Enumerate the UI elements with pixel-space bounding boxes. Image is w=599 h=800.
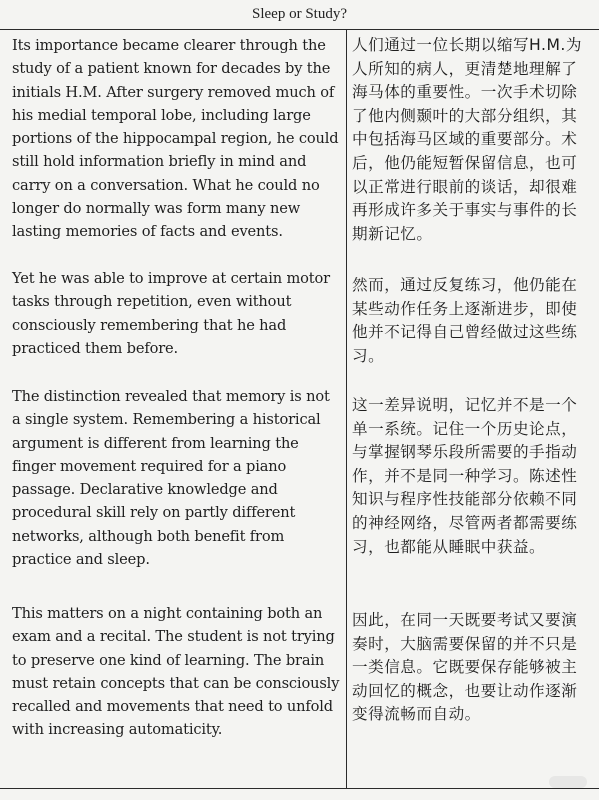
chinese-paragraph-1: 人们通过一位长期以缩写H.M.为人所知的病人，更清楚地理解了海马体的重要性。一次手术切除了他内侧颞叶的大部分组织，其中包括海马区域的重要部分。术后，他仍能短暂保留信息，也可以正常进行眼前的谈话，却很难再形成许多关于事实与事件的长期新记忆。: [352, 36, 582, 243]
page-title: Sleep or Study?: [252, 6, 347, 22]
chinese-paragraph-2: 然而，通过反复练习，他仍能在某些动作任务上逐渐进步，即使他并不记得自己曾经做过这些练习。: [352, 276, 578, 365]
english-paragraph-4: This matters on a night containing both an exam and a recital. The student is not trying to preserve one kind of learning. The brain must retain concepts that can be consciously recalled and movements that need to unfold with increasing automaticity.: [12, 605, 340, 739]
column-divider: [346, 29, 347, 788]
chinese-paragraph-4: 因此，在同一天既要考试又要演奏时，大脑需要保留的并不只是一类信息。它既要保存能够被主动回忆的概念，也要让动作逐渐变得流畅而自动。: [352, 611, 578, 724]
watermark-badge: [549, 776, 587, 788]
bottom-divider: [0, 788, 599, 789]
english-paragraph-2: Yet he was able to improve at certain motor tasks through repetition, even without consciously remembering that he had practiced them before.: [12, 270, 330, 357]
chinese-paragraph-3: 这一差异说明，记忆并不是一个单一系统。记住一个历史论点，与掌握钢琴乐段所需要的手指动作，并不是同一种学习。陈述性知识与程序性技能部分依赖不同的神经网络，尽管两者都需要练习，也都能从睡眠中获益。: [352, 396, 578, 556]
top-divider: [0, 29, 599, 30]
english-paragraph-3: The distinction revealed that memory is not a single system. Remembering a historical argument is different from learning the finger movement required for a piano passage. Declarative knowledge and procedural skill rely on partly different networks, although both benefit from practice and sleep.: [12, 388, 330, 569]
english-paragraph-1: Its importance became clearer through the study of a patient known for decades by the initials H.M. After surgery removed much of his medial temporal lobe, including large portions of the hippocampal region, he could still hold information briefly in mind and carry on a conversation. What he could no longer do normally was form many new lasting memories of facts and events.: [12, 37, 339, 241]
